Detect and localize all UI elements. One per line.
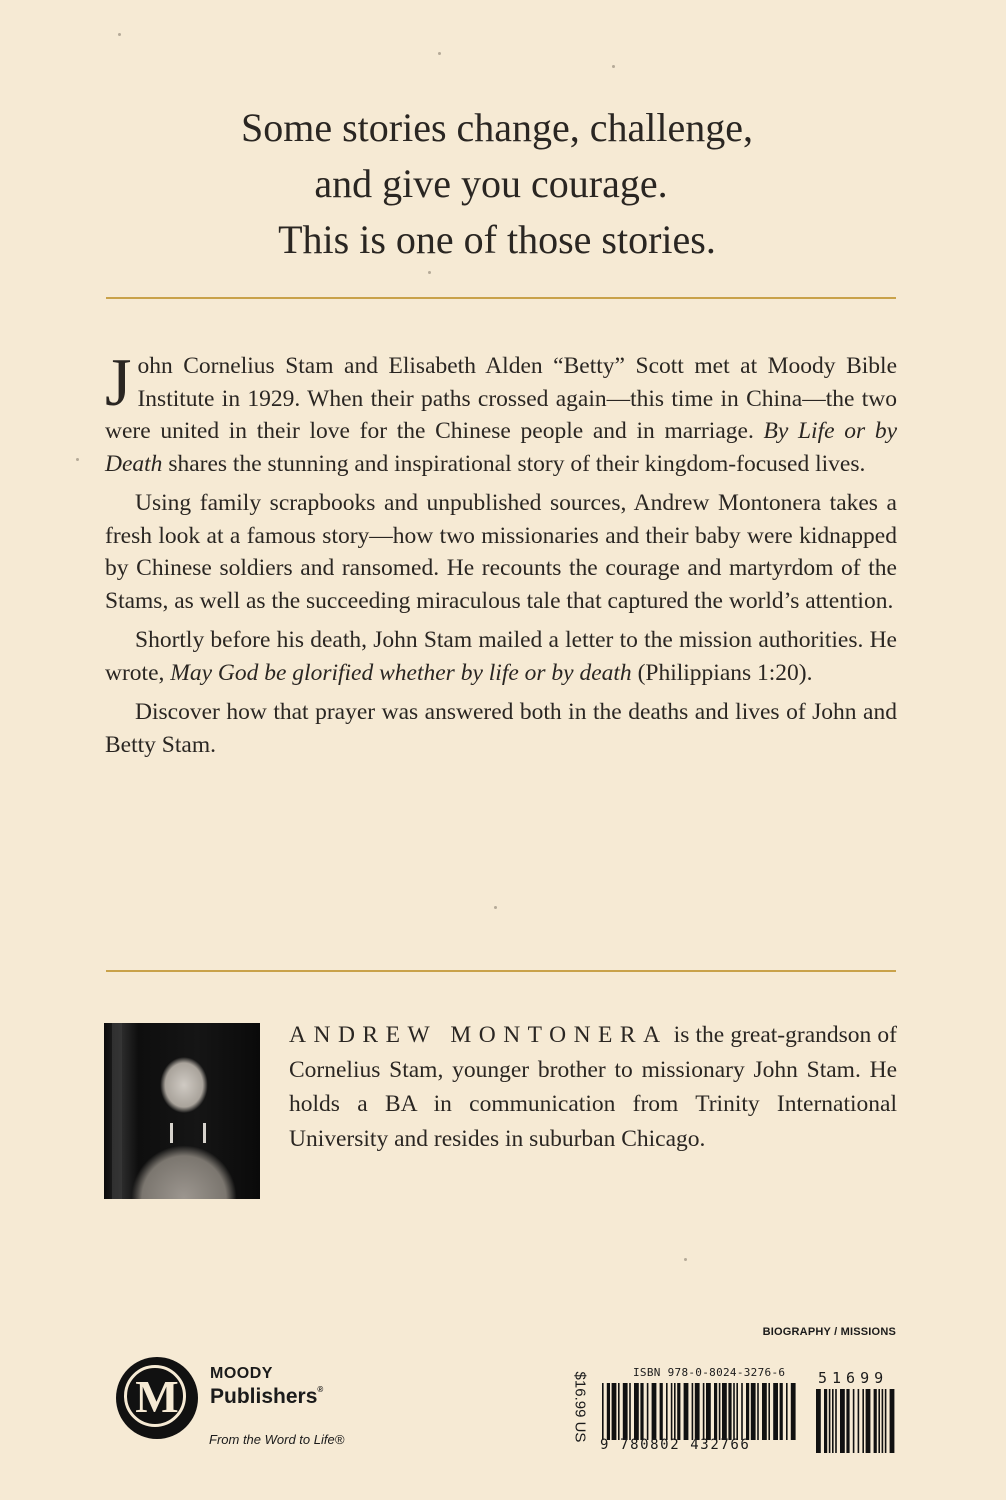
barcode-bar [840,1389,845,1453]
barcode-bar [824,1389,827,1453]
barcode-bar [733,1383,735,1440]
barcode-bar [885,1389,887,1453]
barcode-bar [858,1389,860,1453]
barcode-bar [832,1389,834,1453]
barcode-bar [623,1383,628,1440]
description-paragraph-4: Discover how that prayer was answered both in the deaths and lives of John and Betty Stam. [105,699,897,758]
author-bio-text: is the great-grandson of Cornelius Stam, younger brother to missionary John Stam. He holds a BA in communication from Trinity International University and resides in suburban Chicago. [289,1022,897,1152]
barcode-bar [671,1383,673,1440]
price-addon-digits: 51699 [818,1369,889,1387]
category-label: BIOGRAPHY / MISSIONS [762,1326,896,1338]
tagline-line-1: Some stories change, challenge, [240,105,754,150]
quote-italic: May God be glorified whether by life or by death [170,659,632,686]
barcode-bar [719,1383,721,1440]
barcode-bar [780,1383,783,1440]
barcode-bar [757,1383,759,1440]
barcode-bar [882,1389,884,1453]
barcode-bar [846,1389,849,1453]
description-paragraph-1: John Cornelius Stam and Elisabeth Alden “Betty” Scott met at Moody Bible Institute in 1929. When their paths crossed again—this time in China—the two were united in their love for the Chinese people and in marriage. By Life or by Death shares the stunning and inspirational story of their kingdom-focused lives. [105,344,898,477]
barcode-bar [890,1389,895,1453]
paper-speck [684,1258,687,1261]
barcode-bar [746,1383,749,1440]
price-addon-barcode [814,1389,896,1453]
paper-speck [76,458,79,461]
barcode-bar [629,1383,631,1440]
barcode-bar [773,1383,778,1440]
barcode-bar [878,1389,880,1453]
tagline-line-3: This is one of those stories. [278,217,716,262]
bottom-divider [106,970,896,972]
paper-speck [612,65,615,68]
tagline [0,100,1006,268]
author-bio [289,1018,897,1156]
barcode-bar [703,1383,705,1440]
book-title-italic: By Life or by Death [105,418,898,477]
barcode-bar [677,1383,680,1440]
barcode-digits: 9 780802 432766 [600,1437,751,1453]
barcode-bar [816,1389,821,1453]
barcode-bar [692,1383,694,1440]
paper-speck [438,52,441,55]
moody-m-icon: M [116,1357,198,1439]
publisher-tagline: From the Word to Life® [209,1432,345,1447]
barcode-bar [736,1383,738,1440]
barcode-bar [647,1383,649,1440]
barcode-bar [612,1383,617,1440]
barcode-bar [791,1383,796,1440]
description-paragraph-3: Shortly before his death, John Stam mailed a letter to the mission authorities. He wrote, May God be glorified whether by life or by death (Philippians 1:20). [105,627,897,686]
price-label: $16.99 US [571,1371,589,1443]
drop-cap: J [105,344,132,420]
description-paragraph-2: Using family scrapbooks and unpublished sources, Andrew Montonera takes a fresh look at a famous story—how two missionaries and their baby were kidnapped by Chinese soldiers and ransomed. He recounts the courage and martyrdom of the Stams, as well as the succeeding miraculous tale that captured the world’s attention. [105,490,897,614]
barcode-bar [835,1389,837,1453]
barcode-bar [640,1383,643,1440]
isbn-barcode [600,1383,796,1440]
top-divider [106,297,896,299]
paper-speck [428,271,431,274]
book-description [105,344,898,768]
barcode-bar [853,1389,855,1453]
paper-speck [494,906,497,909]
barcode-bar [684,1383,689,1440]
barcode-bar [634,1383,639,1440]
barcode-bar [660,1383,663,1440]
barcode-bar [862,1389,864,1453]
isbn-label: ISBN 978-0-8024-3276-6 [633,1366,786,1379]
barcode-bar [618,1383,620,1440]
barcode-bar [607,1383,610,1440]
barcode-bar [762,1383,767,1440]
barcode-bar [602,1383,604,1440]
barcode-bar [722,1383,727,1440]
author-photo [104,1023,260,1199]
publisher-subname: Publishers® [210,1385,324,1408]
barcode-bar [652,1383,657,1440]
barcode-bar [829,1389,831,1453]
barcode-bar [751,1383,756,1440]
barcode-bar [714,1383,717,1440]
barcode-bar [674,1383,676,1440]
barcode-bar [786,1383,788,1440]
barcode-bar [728,1383,731,1440]
barcode-bar [741,1383,743,1440]
barcode-bar [695,1383,700,1440]
barcode-bar [866,1389,871,1453]
barcode-bar [874,1389,877,1453]
barcode-bar [768,1383,770,1440]
publisher-name: MOODY [210,1365,273,1382]
barcode-bar [706,1383,711,1440]
tagline-line-2: and give you courage. [314,161,668,206]
author-name: ANDREW MONTONERA [289,1022,668,1048]
barcode-bar [666,1383,668,1440]
paper-speck [118,33,121,36]
